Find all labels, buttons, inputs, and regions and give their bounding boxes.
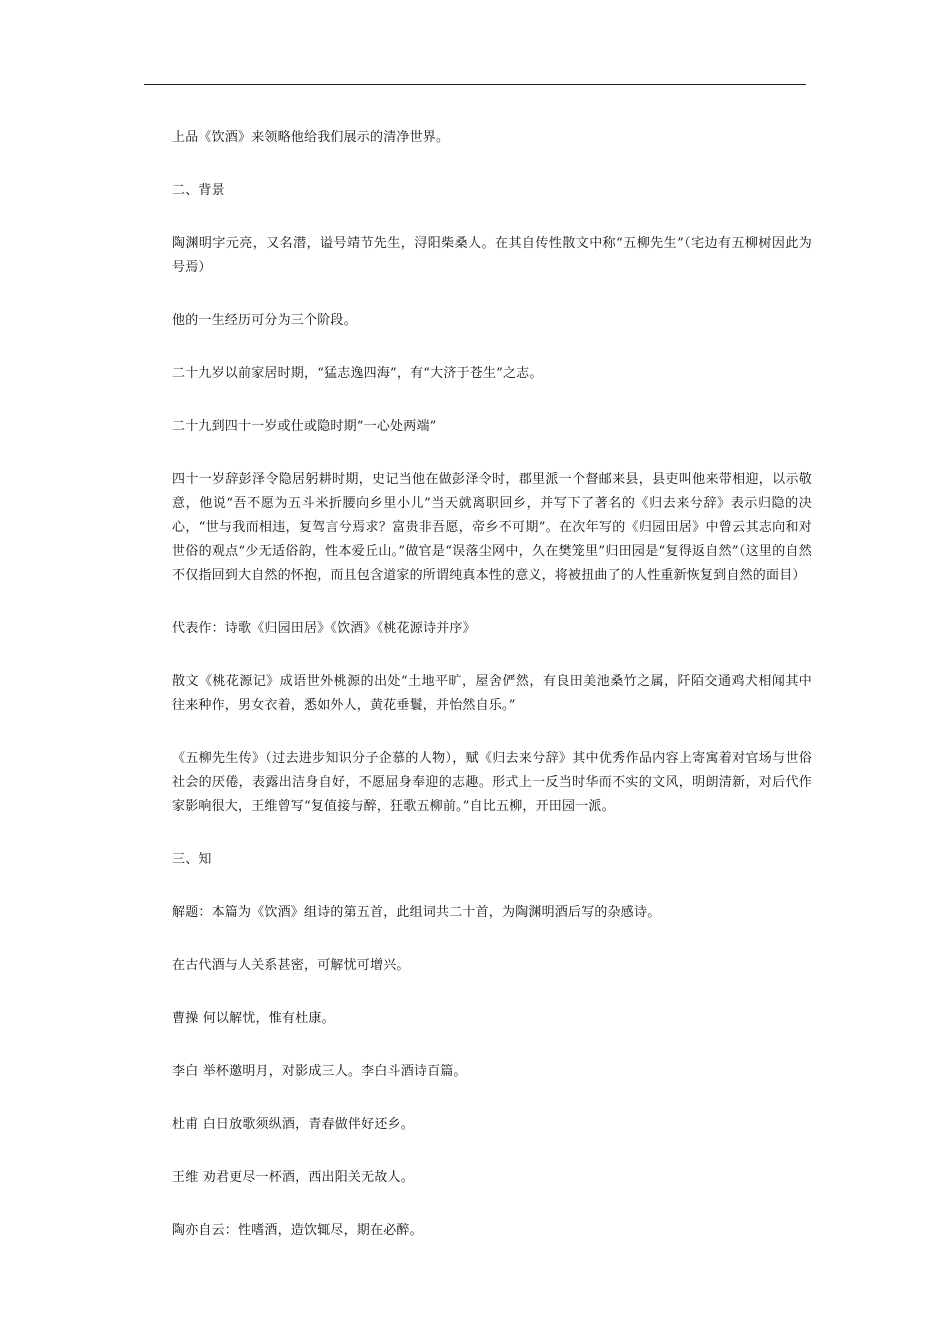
paragraph-author-names: 陶渊明字元亮，又名潜，谥号靖节先生，浔阳柴桑人。在其自传性散文中称“五柳先生”（宅边有五柳树因此为号焉） [172,236,812,275]
section-heading-knowledge: 三、知 [172,852,212,867]
paragraph-intro: 上品《饮酒》来领略他给我们展示的清净世界。 [172,130,450,145]
paragraph-stage-one: 二十九岁以前家居时期，“猛志逸四海”，有“大济于苍生”之志。 [172,366,543,381]
paragraph-title-explanation: 解题：本篇为《饮酒》组诗的第五首，此组词共二十首，为陶渊明酒后写的杂感诗。 [172,905,661,920]
paragraph-wine-relation: 在古代酒与人关系甚密，可解忧可增兴。 [172,958,410,973]
paragraph-peach-blossom: 散文《桃花源记》成语世外桃源的出处“土地平旷，屋舍俨然，有良田美池桑竹之属，阡陌交通鸡犬相闻其中往来种作，男女衣着，悉如外人，黄花垂鬟，并怡然自乐。” [172,674,812,713]
paragraph-tao-self: 陶亦自云：性嗜酒，造饮辄尽，期在必醉。 [172,1223,423,1238]
paragraph-li-bai: 李白 举杯邀明月，对影成三人。李白斗酒诗百篇。 [172,1064,467,1079]
paragraph-five-willows: 《五柳先生传》（过去进步知识分子企慕的人物），赋《归去来兮辞》其中优秀作品内容上寄寓着对官场与世俗社会的厌倦，表露出洁身自好，不愿屈身奉迎的志趣。形式上一反当时华而不实的文风，明朗清新，对后代作家影响很大，王维曾写“复值接与醉，狂歌五柳前。”自比五柳，开田园一派。 [172,751,812,814]
header-rule [144,84,806,85]
paragraph-wang-wei: 王维 劝君更尽一杯酒，西出阳关无故人。 [172,1170,414,1185]
section-heading-background: 二、背景 [172,183,225,198]
paragraph-representative-works: 代表作：诗歌《归园田居》《饮酒》《桃花源诗并序》 [172,621,476,636]
paragraph-stage-two: 二十九到四十一岁或仕或隐时期“一心处两端” [172,419,437,434]
paragraph-life-stages: 他的一生经历可分为三个阶段。 [172,313,357,328]
document-body [172,126,812,1272]
paragraph-cao-cao: 曹操 何以解忧，惟有杜康。 [172,1011,335,1026]
paragraph-stage-three: 四十一岁辞彭泽令隐居躬耕时期，史记当他在做彭泽令时，郡里派一个督邮来县，县吏叫他来带相迎，以示敬意，他说“吾不愿为五斗米折腰向乡里小儿”当天就离职回乡，并写下了著名的《归去来兮辞》表示归隐的决心，“世与我而相违，复驾言兮焉求？富贵非吾愿，帝乡不可期”。在次年写的《归园田居》中曾云其志向和对世俗的观点“少无适俗韵，性本爱丘山。”做官是“误落尘网中，久在樊笼里”归田园是“复得返自然”（这里的自然不仅指回到大自然的怀抱，而且包含道家的所谓纯真本性的意义，将被扭曲了的人性重新恢复到自然的面目） [172,472,812,583]
paragraph-du-fu: 杜甫 白日放歌须纵酒，青春做伴好还乡。 [172,1117,414,1132]
